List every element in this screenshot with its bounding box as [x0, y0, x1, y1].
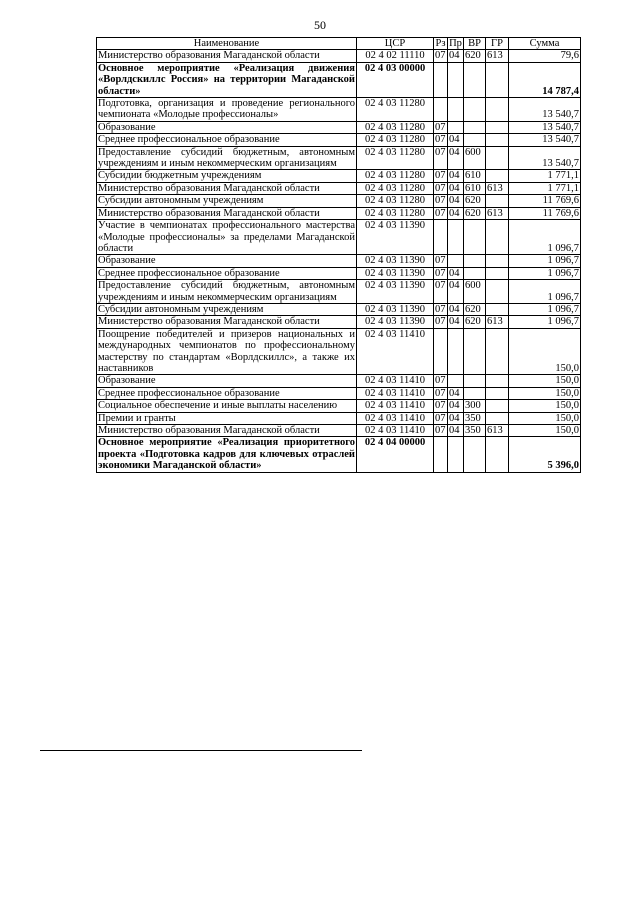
- table-row: [97, 207, 581, 219]
- cell-pr: 04: [448, 207, 464, 219]
- cell-vr: [464, 98, 486, 122]
- table-row: [97, 280, 581, 304]
- cell-sum: 150,0: [509, 328, 581, 375]
- cell-rz: 07: [435, 50, 446, 62]
- cell-pr: [448, 375, 464, 387]
- cell-sum: 13 540,7: [509, 121, 581, 133]
- cell-pr: [448, 98, 464, 122]
- table-row: [97, 98, 581, 122]
- page-number: 50: [314, 18, 326, 32]
- cell-rz: 07: [435, 316, 446, 328]
- cell-name: Среднее профессиональное образование: [97, 387, 357, 399]
- cell-vr: 620: [464, 316, 486, 328]
- cell-rz: [434, 328, 448, 375]
- cell-csr: 02 4 03 11390: [357, 220, 434, 255]
- cell-name: Субсидии автономным учреждениям: [97, 303, 357, 315]
- cell-rz: 07: [435, 121, 446, 133]
- cell-name: Среднее профессиональное образование: [97, 267, 357, 279]
- cell-name: Министерство образования Магаданской области: [97, 207, 357, 219]
- cell-csr: 02 4 03 11390: [357, 316, 434, 328]
- cell-vr: [464, 62, 486, 97]
- header-rz: Рз: [435, 38, 446, 49]
- cell-vr: 300: [464, 400, 486, 412]
- cell-sum: 1 096,7: [509, 267, 581, 279]
- cell-name: Министерство образования Магаданской области: [97, 50, 357, 62]
- cell-gr: [486, 121, 509, 133]
- cell-gr: 613: [486, 207, 509, 219]
- cell-pr: 04: [448, 425, 464, 437]
- cell-vr: [464, 267, 486, 279]
- cell-gr: [486, 280, 509, 304]
- table-row: [97, 195, 581, 207]
- cell-csr: 02 4 03 11280: [357, 207, 434, 219]
- cell-rz: 07: [434, 280, 448, 304]
- cell-sum: 1 096,7: [509, 255, 581, 267]
- cell-csr: 02 4 03 00000: [357, 62, 434, 97]
- cell-gr: [486, 98, 509, 122]
- cell-sum: 79,6: [509, 50, 581, 62]
- cell-name: Основное мероприятие «Реализация приоритетного проекта «Подготовка кадров для ключевых отраслей экономики Магаданской области»: [98, 437, 355, 472]
- cell-gr: [486, 255, 509, 267]
- cell-name: Основное мероприятие «Реализация движения «Ворлдскиллс Россия» на территории Магаданской области»: [98, 62, 355, 97]
- cell-csr: 02 4 04 00000: [357, 437, 434, 472]
- cell-gr: [486, 134, 509, 146]
- cell-csr: 02 4 03 11280: [357, 121, 434, 133]
- table-row: [97, 170, 581, 182]
- cell-csr: 02 4 03 11410: [357, 412, 434, 424]
- cell-sum: 1 096,7: [509, 316, 581, 328]
- table-row: [97, 425, 581, 437]
- table-row: [97, 220, 581, 255]
- header-csr: ЦСР: [357, 38, 434, 50]
- cell-pr: 04: [448, 182, 464, 194]
- cell-pr: [448, 437, 464, 472]
- cell-pr: 04: [448, 316, 464, 328]
- cell-name: Предоставление субсидий бюджетным, автономным учреждениям и иным некоммерческим организациям: [98, 280, 355, 303]
- cell-vr: 620: [464, 50, 486, 62]
- table-row: [97, 267, 581, 279]
- cell-rz: 07: [435, 255, 446, 267]
- cell-vr: 600: [464, 146, 486, 170]
- cell-rz: [434, 62, 448, 97]
- cell-pr: 04: [448, 195, 464, 207]
- cell-csr: 02 4 03 11280: [357, 195, 434, 207]
- cell-csr: 02 4 02 11110: [357, 50, 434, 62]
- cell-rz: 07: [435, 195, 446, 207]
- cell-csr: 02 4 03 11410: [357, 400, 434, 412]
- cell-gr: [486, 170, 509, 182]
- cell-sum: 1 771,1: [509, 182, 581, 194]
- cell-csr: 02 4 03 11410: [357, 375, 434, 387]
- cell-pr: [448, 121, 464, 133]
- cell-sum: 1 096,7: [509, 303, 581, 315]
- table-row: [97, 375, 581, 387]
- header-name: Наименование: [97, 38, 357, 50]
- cell-csr: 02 4 03 11280: [357, 98, 434, 122]
- table-row: [97, 146, 581, 170]
- cell-sum: 13 540,7: [509, 146, 581, 170]
- cell-rz: [434, 437, 448, 472]
- cell-gr: [486, 220, 509, 255]
- cell-sum: 1 096,7: [509, 220, 581, 255]
- cell-name: Предоставление субсидий бюджетным, автономным учреждениям и иным некоммерческим организациям: [98, 146, 355, 170]
- cell-gr: [486, 303, 509, 315]
- cell-vr: [464, 134, 486, 146]
- cell-vr: [464, 220, 486, 255]
- table-row: [97, 255, 581, 267]
- header-pr: Пр: [449, 38, 462, 49]
- table-row: [97, 387, 581, 399]
- cell-gr: [486, 400, 509, 412]
- table-row: [97, 437, 581, 472]
- cell-csr: 02 4 03 11280: [357, 134, 434, 146]
- cell-name: Министерство образования Магаданской области: [97, 316, 357, 328]
- cell-pr: 04: [448, 400, 464, 412]
- table-header-row: [97, 38, 581, 50]
- cell-vr: [464, 328, 486, 375]
- cell-gr: [486, 267, 509, 279]
- table-row: [97, 303, 581, 315]
- cell-sum: 11 769,6: [509, 195, 581, 207]
- cell-vr: 350: [464, 412, 486, 424]
- footnote-divider: [40, 750, 362, 751]
- cell-vr: 610: [464, 170, 486, 182]
- cell-name: Премии и гранты: [97, 412, 357, 424]
- cell-pr: 04: [448, 412, 464, 424]
- table-row: [97, 412, 581, 424]
- cell-name: Субсидии бюджетным учреждениям: [97, 170, 357, 182]
- cell-gr: [486, 146, 509, 170]
- cell-vr: [464, 121, 486, 133]
- cell-pr: [448, 255, 464, 267]
- cell-name: Поощрение победителей и призеров национальных и международных чемпионатов по профессиональному мастерству по стандартам «Ворлдскиллс», а также их наставников: [98, 328, 355, 374]
- cell-vr: [464, 255, 486, 267]
- cell-sum: 1 096,7: [509, 280, 581, 304]
- cell-name: Социальное обеспечение и иные выплаты населению: [97, 400, 357, 412]
- cell-rz: 07: [435, 134, 446, 146]
- cell-rz: 07: [435, 170, 446, 182]
- table-row: [97, 134, 581, 146]
- cell-name: Министерство образования Магаданской области: [97, 182, 357, 194]
- table-row: [97, 316, 581, 328]
- table-row: [97, 182, 581, 194]
- cell-rz: 07: [435, 375, 446, 387]
- cell-pr: [448, 62, 464, 97]
- cell-rz: [434, 98, 448, 122]
- cell-gr: [486, 437, 509, 472]
- cell-name: Образование: [97, 255, 357, 267]
- cell-pr: [448, 328, 464, 375]
- cell-gr: 613: [486, 182, 509, 194]
- cell-name: Подготовка, организация и проведение регионального чемпионата «Молодые профессионалы»: [98, 98, 355, 121]
- cell-name: Субсидии автономным учреждениям: [97, 195, 357, 207]
- cell-sum: 150,0: [509, 400, 581, 412]
- cell-gr: [486, 62, 509, 97]
- cell-pr: 04: [448, 267, 464, 279]
- cell-gr: 613: [486, 425, 509, 437]
- cell-sum: 150,0: [509, 375, 581, 387]
- cell-csr: 02 4 03 11390: [357, 280, 434, 304]
- cell-name: Образование: [97, 121, 357, 133]
- cell-csr: 02 4 03 11390: [357, 267, 434, 279]
- cell-pr: [448, 220, 464, 255]
- cell-vr: [464, 375, 486, 387]
- cell-vr: 350: [464, 425, 486, 437]
- cell-vr: 620: [464, 195, 486, 207]
- cell-sum: 11 769,6: [509, 207, 581, 219]
- cell-sum: 13 540,7: [509, 98, 581, 122]
- cell-rz: 07: [435, 400, 446, 412]
- cell-pr: 04: [448, 303, 464, 315]
- cell-pr: 04: [448, 134, 464, 146]
- cell-csr: 02 4 03 11410: [357, 328, 434, 375]
- cell-gr: [486, 387, 509, 399]
- cell-name: Участие в чемпионатах профессионального мастерства «Молодые профессионалы» за пределами Магаданской области: [98, 220, 355, 254]
- cell-csr: 02 4 03 11280: [357, 170, 434, 182]
- cell-gr: 613: [486, 50, 509, 62]
- cell-csr: 02 4 03 11280: [357, 182, 434, 194]
- cell-rz: 07: [435, 425, 446, 436]
- cell-csr: 02 4 03 11390: [357, 255, 434, 267]
- cell-vr: 600: [464, 280, 486, 304]
- cell-sum: 150,0: [509, 387, 581, 399]
- cell-vr: 620: [464, 303, 486, 315]
- cell-rz: 07: [434, 146, 448, 170]
- cell-name: Среднее профессиональное образование: [97, 134, 357, 146]
- cell-sum: 5 396,0: [509, 437, 581, 472]
- cell-csr: 02 4 03 11410: [357, 387, 434, 399]
- header-sum: Сумма: [509, 38, 581, 50]
- cell-gr: [486, 412, 509, 424]
- cell-vr: 610: [464, 182, 486, 194]
- header-gr: ГР: [486, 38, 509, 50]
- cell-name: Образование: [97, 375, 357, 387]
- cell-rz: 07: [435, 207, 446, 219]
- cell-sum: 150,0: [509, 425, 581, 437]
- cell-vr: [464, 387, 486, 399]
- cell-rz: 07: [435, 267, 446, 279]
- cell-pr: 04: [448, 280, 464, 304]
- cell-rz: 07: [435, 303, 446, 315]
- cell-gr: [486, 195, 509, 207]
- cell-csr: 02 4 03 11410: [357, 425, 434, 437]
- header-vr: ВР: [464, 38, 486, 50]
- cell-pr: 04: [448, 50, 464, 62]
- table-row: [97, 328, 581, 375]
- cell-rz: 07: [435, 182, 446, 194]
- cell-gr: 613: [486, 316, 509, 328]
- cell-sum: 14 787,4: [509, 62, 581, 97]
- cell-pr: 04: [448, 170, 464, 182]
- table-row: [97, 50, 581, 62]
- table-row: [97, 400, 581, 412]
- cell-name: Министерство образования Магаданской области: [97, 425, 357, 437]
- table-row: [97, 121, 581, 133]
- cell-pr: 04: [448, 146, 464, 170]
- cell-sum: 13 540,7: [509, 134, 581, 146]
- cell-rz: 07: [435, 412, 446, 424]
- cell-gr: [486, 328, 509, 375]
- cell-vr: 620: [464, 207, 486, 219]
- cell-pr: 04: [448, 387, 464, 399]
- cell-vr: [464, 437, 486, 472]
- table-row: [97, 62, 581, 97]
- table-body: [97, 50, 581, 472]
- cell-sum: 1 771,1: [509, 170, 581, 182]
- cell-csr: 02 4 03 11390: [357, 303, 434, 315]
- cell-gr: [486, 375, 509, 387]
- cell-rz: [434, 220, 448, 255]
- budget-table: [96, 37, 581, 473]
- cell-rz: 07: [435, 387, 446, 399]
- cell-sum: 150,0: [509, 412, 581, 424]
- cell-csr: 02 4 03 11280: [357, 146, 434, 170]
